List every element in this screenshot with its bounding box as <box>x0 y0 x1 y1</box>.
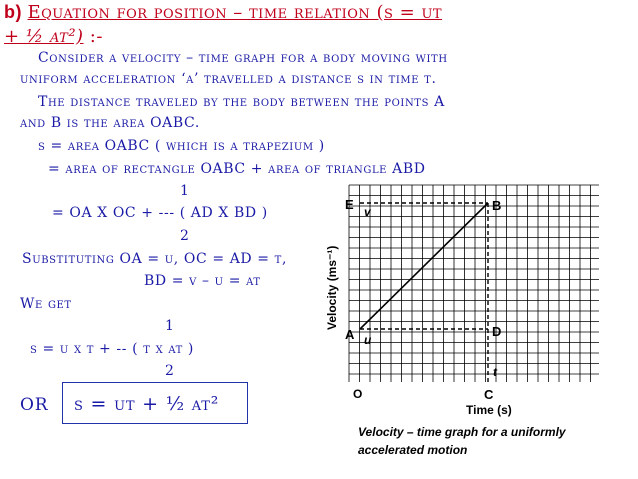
substitution-line2: BD = v – u = at <box>144 273 261 289</box>
derivation-step1: s = area OABC ( which is a trapezium ) <box>38 138 325 154</box>
label-u: u <box>364 333 372 347</box>
derivation-step4-denominator: 2 <box>165 363 175 379</box>
para2-line2: and B is the area OABC. <box>20 115 200 131</box>
we-get: We get <box>20 296 72 312</box>
caption-line1: Velocity – time graph for a uniformly <box>358 425 566 439</box>
y-axis-label: Velocity (ms⁻¹) <box>325 245 339 330</box>
graph-grid <box>349 185 599 382</box>
derivation-step4-numerator: 1 <box>165 318 175 334</box>
para1-line1: Consider a velocity – time graph for a body moving with <box>38 50 448 66</box>
label-v: v <box>364 205 371 219</box>
derivation-step3-numerator: 1 <box>180 183 190 199</box>
caption-line2: accelerated motion <box>358 443 468 457</box>
derivation-step2: = area of rectangle OABC + area of triangle ABD <box>48 161 426 177</box>
velocity-line-A-B <box>360 203 488 329</box>
final-formula: s = ut + ½ at² <box>74 393 220 415</box>
para1-line2: uniform acceleration ‘a’ travelled a distance s in time t. <box>20 71 437 87</box>
label-D: D <box>492 324 502 339</box>
label-B: B <box>492 198 502 213</box>
label-t: t <box>493 365 497 379</box>
heading-line2: + ½ at²) <box>4 26 84 47</box>
heading-line1: Equation for position – time relation (s = ut <box>27 2 443 23</box>
label-O: O <box>353 387 363 401</box>
para2-line1: The distance traveled by the body between the points A <box>38 94 445 110</box>
heading-prefix: b) <box>4 2 28 22</box>
final-or: OR <box>20 395 49 415</box>
heading-suffix: :- <box>83 26 103 47</box>
substitution-line1: Substituting OA = u, OC = AD = t, <box>22 251 287 267</box>
label-A: A <box>345 327 355 342</box>
label-E: E <box>345 197 354 212</box>
x-axis-label: Time (s) <box>466 403 512 417</box>
derivation-step3: = OA X OC + --- ( AD X BD ) <box>52 205 268 221</box>
derivation-step4: s = u x t + -- ( t x at ) <box>30 341 194 357</box>
derivation-step3-denominator: 2 <box>180 228 190 244</box>
label-C: C <box>484 387 494 402</box>
